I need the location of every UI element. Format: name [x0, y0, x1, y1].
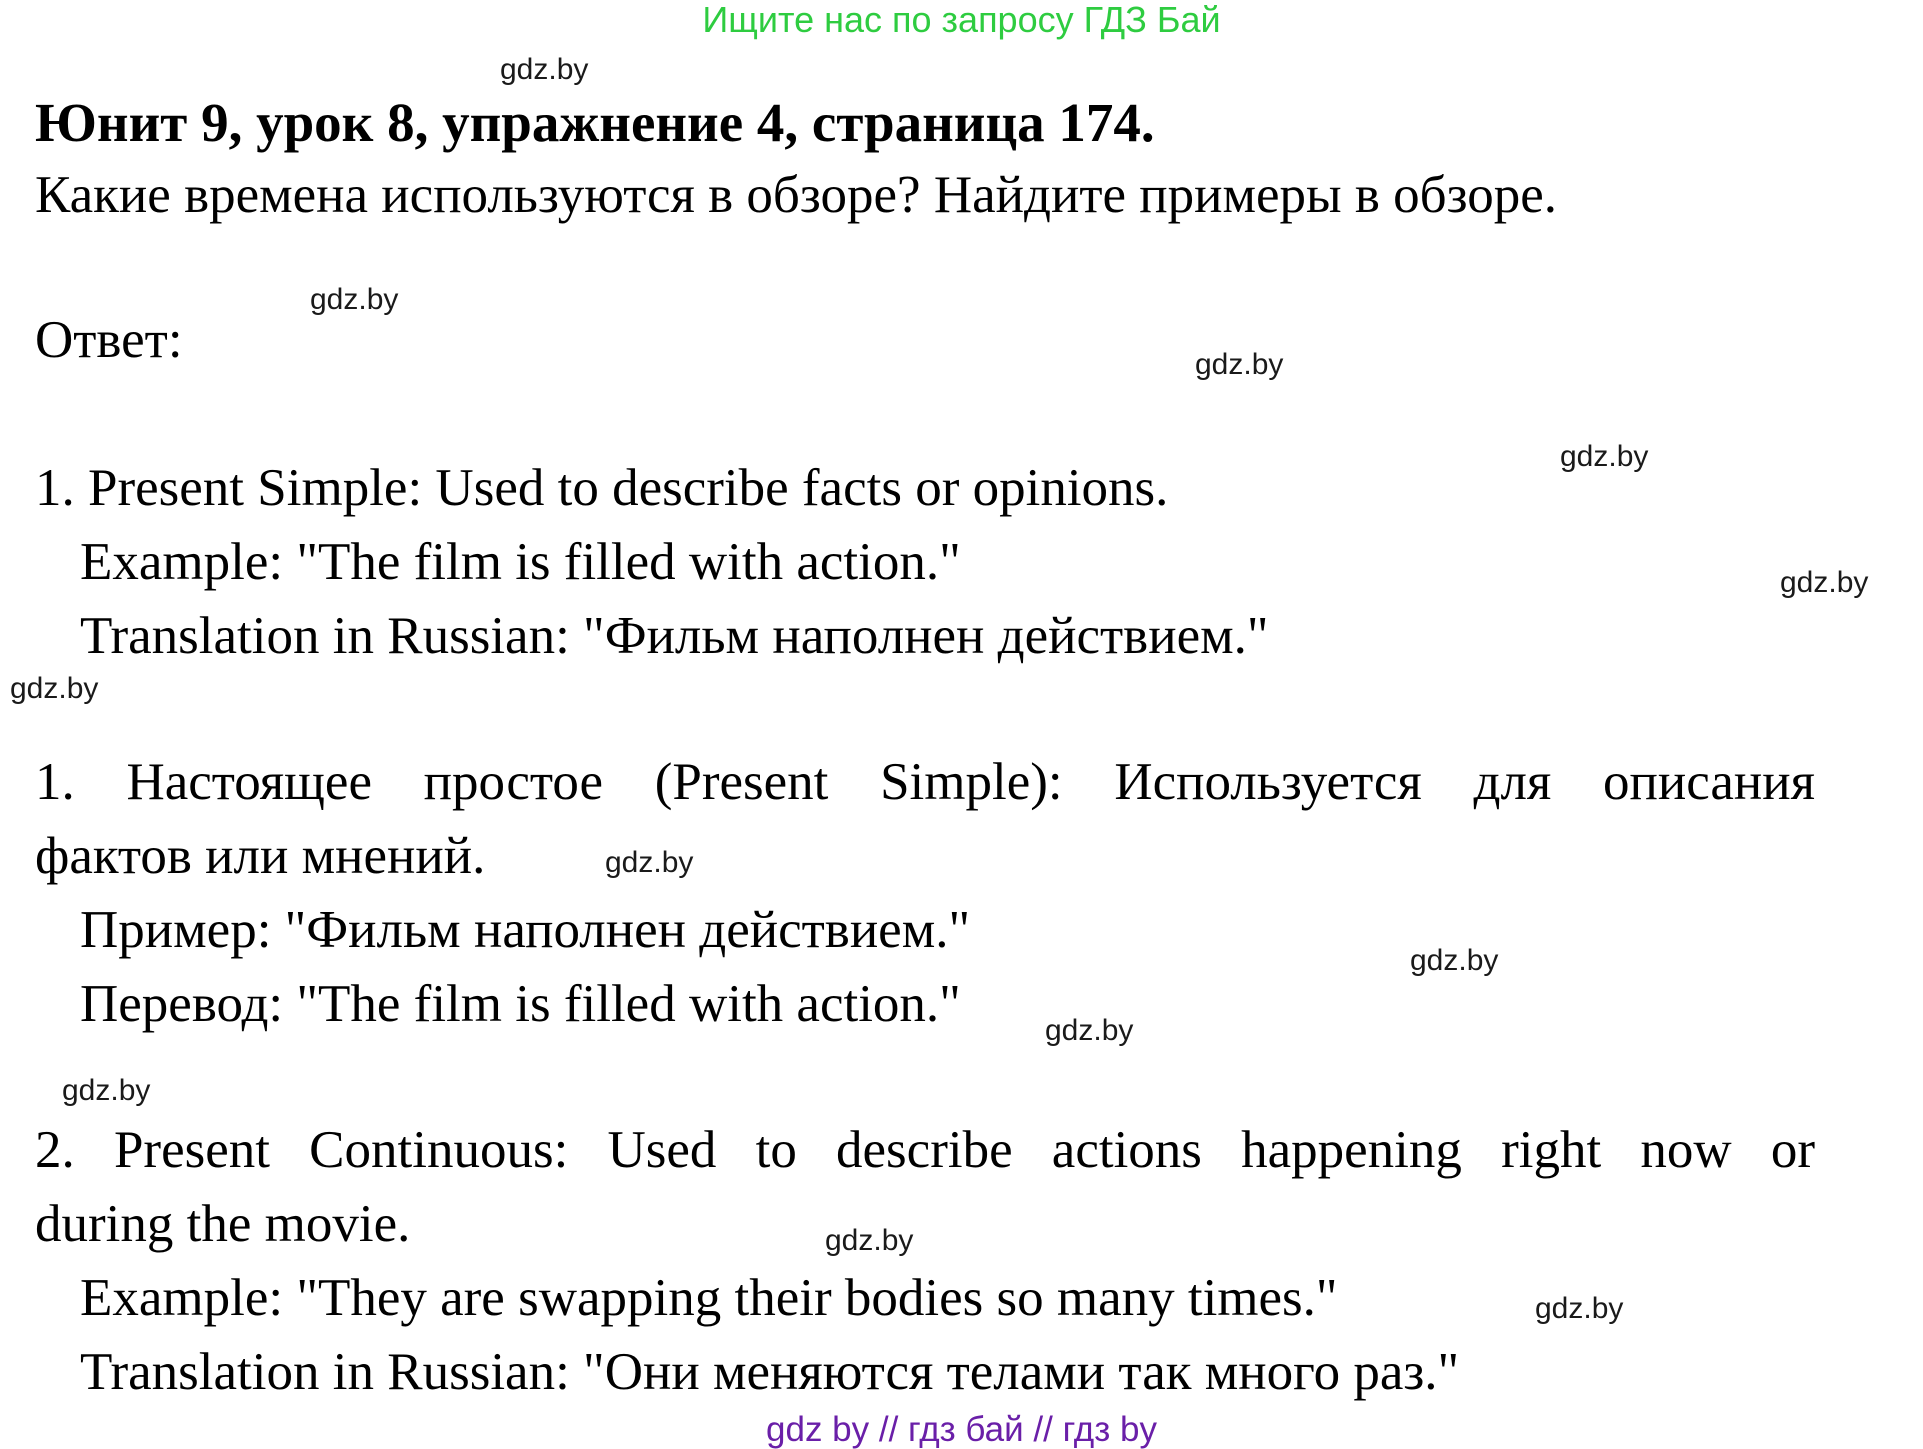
watermark: gdz.by: [825, 1224, 914, 1257]
page-title: Юнит 9, урок 8, упражнение 4, страница 174.: [35, 92, 1155, 153]
section1-en-example: Example: "The film is filled with action.": [80, 533, 961, 591]
watermark: gdz.by: [1410, 944, 1499, 977]
section1-ru-example: Пример: "Фильм наполнен действием.": [80, 901, 971, 959]
section1-en-heading: 1. Present Simple: Used to describe facts or opinions.: [35, 459, 1169, 517]
top-banner: Ищите нас по запросу ГДЗ Бай: [702, 0, 1221, 40]
watermark: gdz.by: [1780, 566, 1869, 599]
watermark: gdz.by: [605, 846, 694, 879]
section1-ru-heading-line2: фактов или мнений.: [35, 827, 486, 885]
watermark: gdz.by: [62, 1074, 151, 1107]
section1-ru-translation: Перевод: "The film is filled with action.": [80, 975, 961, 1033]
section2-en-translation: Translation in Russian: "Они меняются телами так много раз.": [80, 1343, 1460, 1401]
section1-ru-heading-line1: 1. Настоящее простое (Present Simple): Используется для описания: [35, 753, 1815, 811]
watermark: gdz.by: [1560, 440, 1649, 473]
section2-en-heading-line2: during the movie.: [35, 1195, 411, 1253]
watermark: gdz.by: [1535, 1292, 1624, 1325]
watermark: gdz.by: [310, 283, 399, 316]
watermark: gdz.by: [1045, 1014, 1134, 1047]
section2-en-example: Example: "They are swapping their bodies so many times.": [80, 1269, 1338, 1327]
watermark: gdz.by: [1195, 348, 1284, 381]
section1-en-translation: Translation in Russian: "Фильм наполнен действием.": [80, 607, 1269, 665]
section2-en-heading-line1: 2. Present Continuous: Used to describe actions happening right now or: [35, 1121, 1815, 1179]
watermark: gdz.by: [10, 672, 99, 705]
question-text: Какие времена используются в обзоре? Найдите примеры в обзоре.: [35, 166, 1558, 224]
answer-label: Ответ:: [35, 311, 183, 369]
watermark: gdz.by: [500, 53, 589, 86]
footer-links: gdz by // гдз бай // гдз by: [766, 1410, 1157, 1449]
